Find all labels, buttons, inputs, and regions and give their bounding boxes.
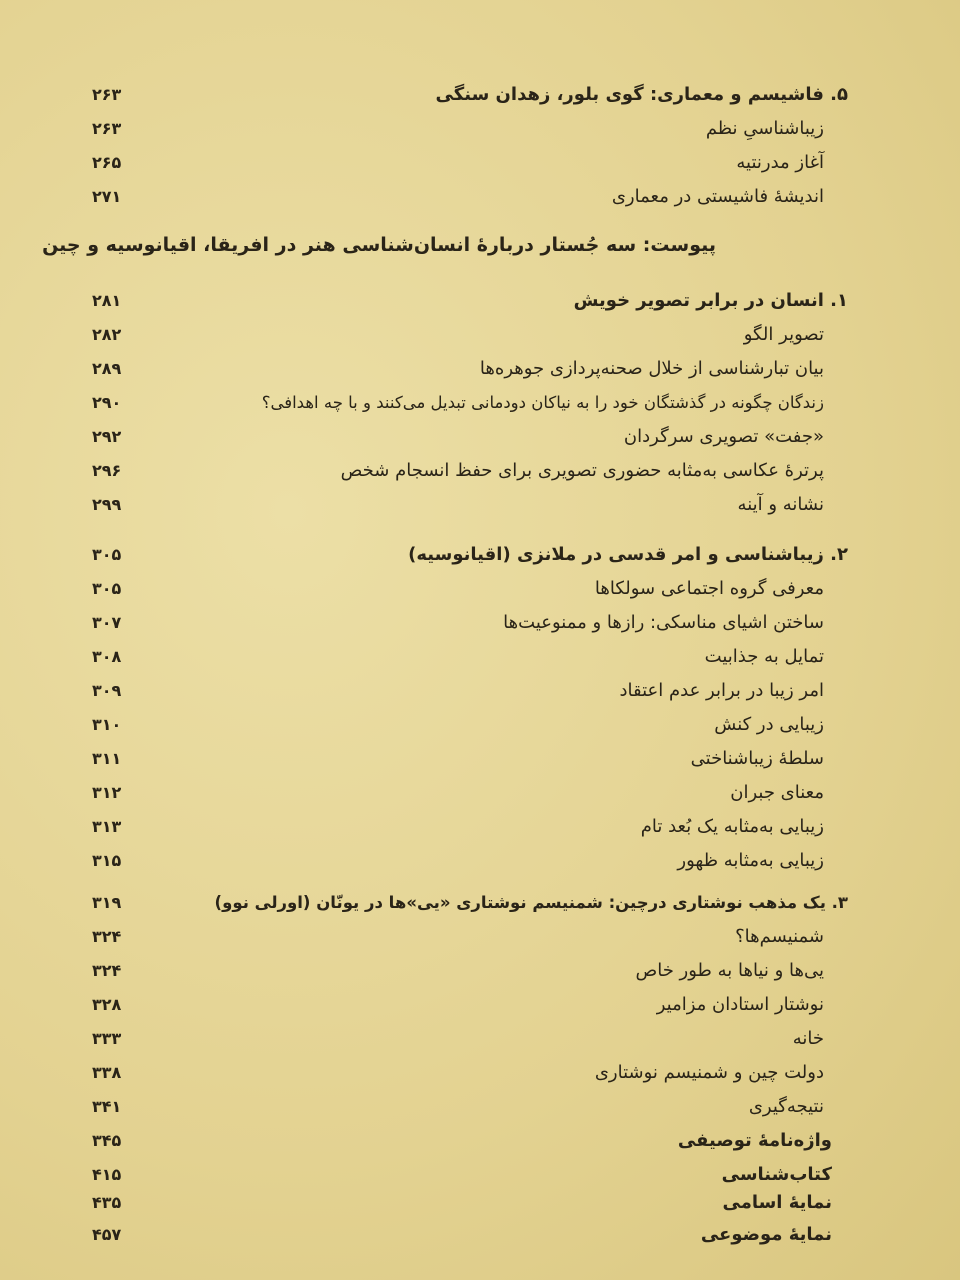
page-number: ۲۶۵ (92, 153, 122, 172)
toc-entry: دولت چین و شمنیسم نوشتاری (594, 1062, 824, 1083)
page-number: ۳۲۸ (92, 995, 122, 1014)
toc-entry-row (0, 640, 960, 674)
back-matter-title: کتاب‌شناسی (721, 1164, 832, 1185)
toc-entry-row (0, 386, 960, 420)
page-number: ۲۸۹ (92, 359, 122, 378)
page-number: ۳۱۵ (92, 851, 122, 870)
toc-entry: معنای جبران (730, 782, 824, 803)
toc-entry: آغاز مدرنتیه (736, 152, 824, 173)
toc-entry-row (0, 708, 960, 742)
toc-entry: زیبایی به‌مثابه یک بُعد تام (640, 816, 824, 837)
toc-entry: زندگان چگونه در گذشتگان خود را به نیاکان دودمانی تبدیل می‌کنند و با چه اهدافی؟ (261, 393, 824, 412)
toc-entry: اندیشهٔ فاشیستی در معماری (611, 186, 824, 207)
page-number: ۲۷۱ (92, 187, 122, 206)
page-number: ۳۰۷ (92, 613, 122, 632)
toc-heading-row (0, 538, 960, 572)
toc-entry-row (0, 810, 960, 844)
toc-entry: امر زیبا در برابر عدم اعتقاد (619, 680, 824, 701)
toc-entry-row (0, 146, 960, 180)
page-number: ۳۰۸ (92, 647, 122, 666)
page-number: ۲۹۹ (92, 495, 122, 514)
toc-entry-row (0, 988, 960, 1022)
appendix-title: پیوست: سه جُستار دربارهٔ انسان‌شناسی هنر در افریقا، اقیانوسیه و چین (42, 234, 716, 256)
toc-entry-row (0, 954, 960, 988)
page-number: ۳۳۳ (92, 1029, 122, 1048)
page-number: ۳۰۵ (92, 545, 122, 564)
toc-entry-row (0, 352, 960, 386)
page-number: ۳۴۱ (92, 1097, 122, 1116)
page-number: ۲۹۶ (92, 461, 122, 480)
toc-entry: سلطهٔ زیباشناختی (690, 748, 824, 769)
toc-entry: تصویر الگو (743, 324, 824, 345)
toc-entry-row (0, 454, 960, 488)
toc-entry: «جفت» تصویری سرگردان (623, 426, 824, 447)
toc-entry-row (0, 318, 960, 352)
page-number: ۳۱۳ (92, 817, 122, 836)
toc-entry-row (0, 420, 960, 454)
toc-entry-row (0, 488, 960, 522)
toc-entry: تمایل به جذابیت (704, 646, 824, 667)
page-number: ۳۱۲ (92, 783, 122, 802)
toc-entry: ساختن اشیای مناسکی: رازها و ممنوعیت‌ها (503, 612, 824, 633)
toc-entry: پرترهٔ عکاسی به‌مثابه حضوری تصویری برای حفظ انسجام شخص (340, 460, 824, 481)
page-number: ۳۲۴ (92, 961, 122, 980)
back-matter-row (0, 1186, 960, 1220)
page-number: ۳۳۸ (92, 1063, 122, 1082)
page-number: ۳۰۹ (92, 681, 122, 700)
page-number: ۳۰۵ (92, 579, 122, 598)
toc-entry-row (0, 1090, 960, 1124)
toc-entry: زیبایی به‌مثابه ظهور (677, 850, 824, 871)
back-matter-row (0, 1124, 960, 1158)
page-number: ۲۹۰ (92, 393, 122, 412)
back-matter-title: نمایهٔ موضوعی (700, 1224, 832, 1245)
toc-heading-row (0, 886, 960, 920)
toc-entry-row (0, 742, 960, 776)
toc-entry-row (0, 844, 960, 878)
toc-entry: نتیجه‌گیری (748, 1096, 824, 1117)
toc-entry: زیباشناسیِ نظم (705, 118, 824, 139)
toc-entry: نشانه و آینه (737, 494, 824, 515)
toc-entry: زیبایی در کنش (714, 714, 824, 735)
toc-heading: ۲. زیباشناسی و امر قدسی در ملانزی (اقیانوسیه) (408, 544, 848, 565)
page-number: ۴۳۵ (92, 1193, 122, 1212)
toc-entry: معرفی گروه اجتماعی سولکاها (594, 578, 824, 599)
toc-entry-row (0, 572, 960, 606)
toc-entry: بیان تبارشناسی از خلال صحنه‌پردازی جوهره‌ها (479, 358, 824, 379)
page-number: ۲۶۳ (92, 85, 122, 104)
back-matter-title: نمایهٔ اسامی (722, 1192, 832, 1213)
toc-heading: ۱. انسان در برابر تصویر خویش (573, 290, 848, 311)
page-number: ۲۶۳ (92, 119, 122, 138)
page-number: ۴۵۷ (92, 1225, 122, 1244)
toc-entry: یی‌ها و نیاها به طور خاص (635, 960, 824, 981)
toc-entry-row (0, 112, 960, 146)
toc-entry-row (0, 674, 960, 708)
toc-heading: ۳. یک مذهب نوشتاری درچین: شمنیسم نوشتاری «یی»ها در یونّان (اورلی نوو) (214, 893, 848, 912)
toc-heading-row (0, 78, 960, 112)
toc-entry-row (0, 180, 960, 214)
page-number: ۳۲۴ (92, 927, 122, 946)
toc-entry-row (0, 776, 960, 810)
toc-entry: شمنیسم‌ها؟ (735, 926, 824, 947)
toc-entry: خانه (792, 1028, 824, 1049)
page-number: ۳۱۱ (92, 749, 122, 768)
toc-entry: نوشتار استادان مزامیر (656, 994, 824, 1015)
page-number: ۳۱۹ (92, 893, 122, 912)
back-matter-title: واژه‌نامهٔ توصیفی (677, 1130, 832, 1151)
toc-heading-row (0, 284, 960, 318)
page-number: ۴۱۵ (92, 1165, 122, 1184)
toc-entry-row (0, 606, 960, 640)
page-number: ۳۴۵ (92, 1131, 122, 1150)
toc-entry-row (0, 920, 960, 954)
page-number: ۲۸۲ (92, 325, 122, 344)
page-number: ۲۹۲ (92, 427, 122, 446)
page-number: ۳۱۰ (92, 715, 122, 734)
back-matter-row (0, 1218, 960, 1252)
toc-entry-row (0, 1022, 960, 1056)
toc-entry-row (0, 1056, 960, 1090)
page-number: ۲۸۱ (92, 291, 122, 310)
toc-heading: ۵. فاشیسم و معماری: گوی بلور، زهدان سنگی (435, 84, 848, 105)
